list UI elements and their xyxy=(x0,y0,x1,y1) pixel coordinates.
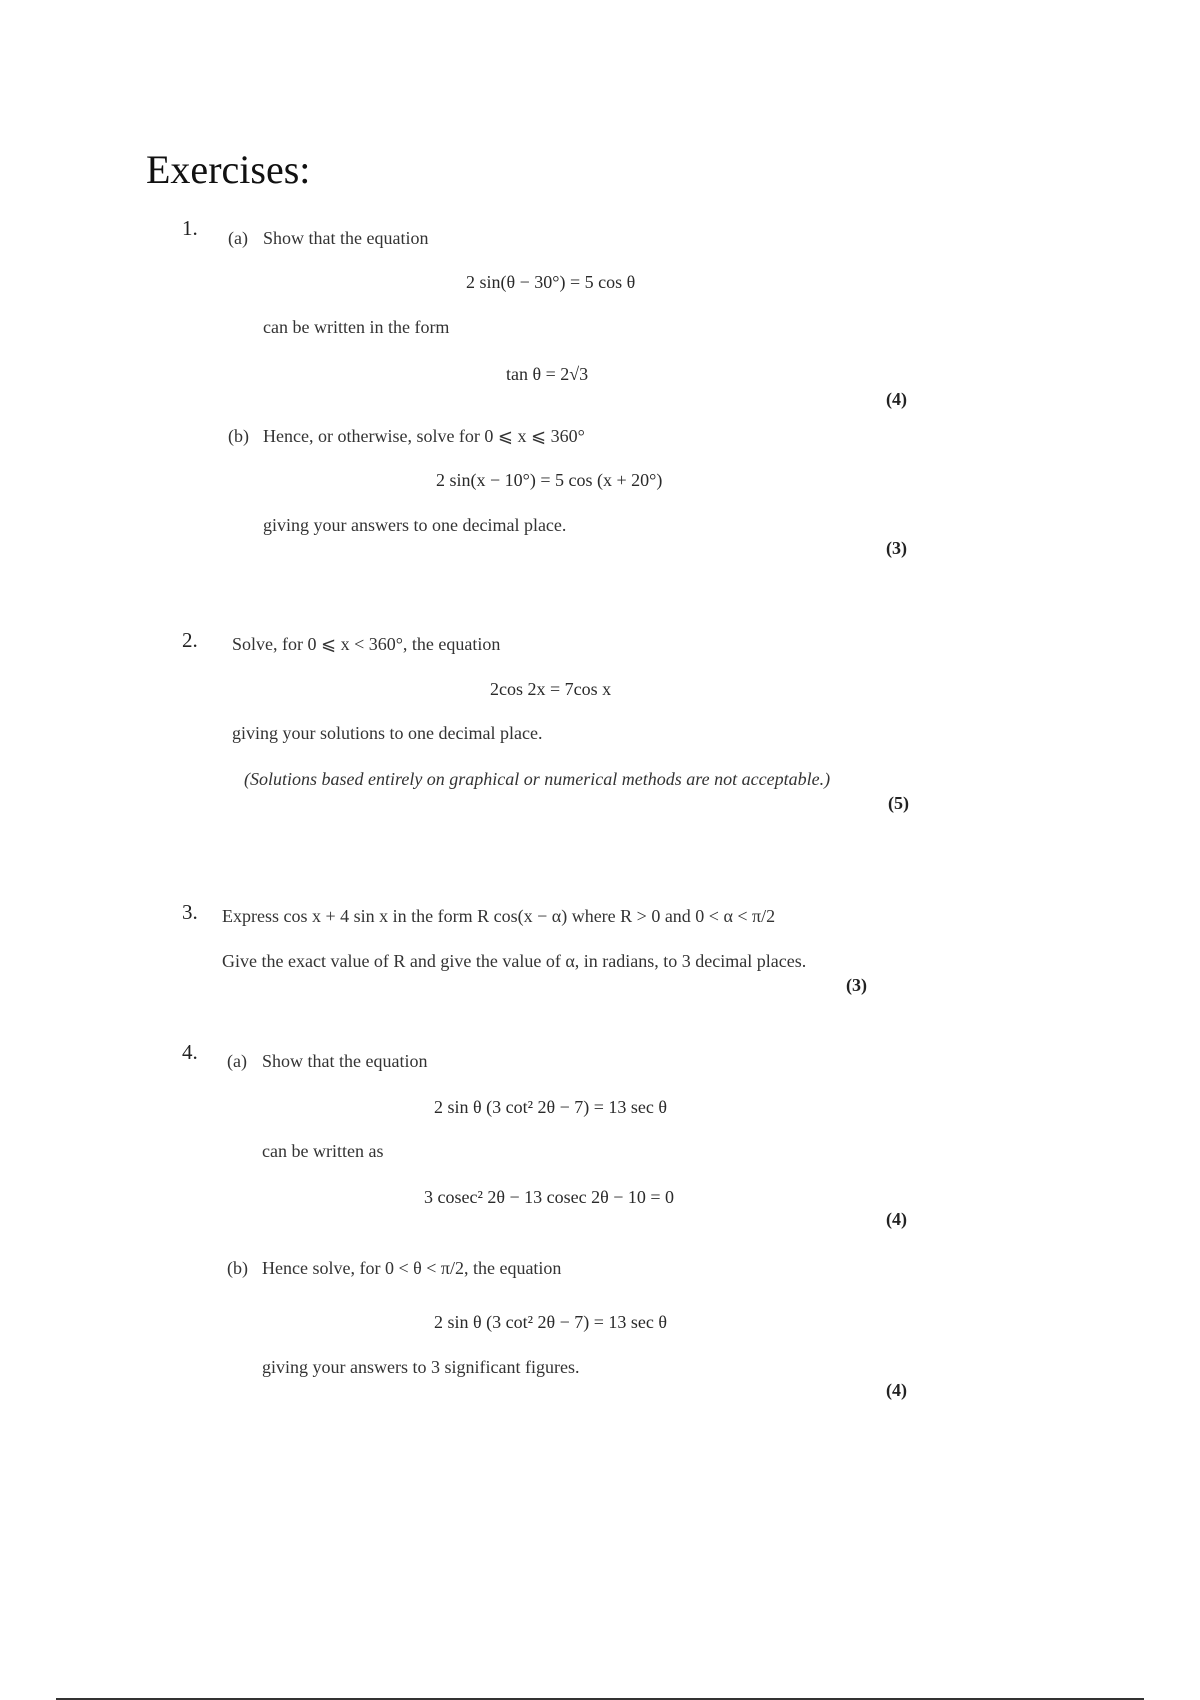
equation: tan θ = 2√3 xyxy=(506,364,589,384)
prompt-text: can be written as xyxy=(262,1141,384,1161)
question-number: 1. xyxy=(182,216,198,240)
part-label: (b) xyxy=(227,1258,248,1278)
note-text: (Solutions based entirely on graphical or numerical methods are not acceptable.) xyxy=(244,769,831,789)
marks: (5) xyxy=(888,793,909,813)
marks: (3) xyxy=(886,538,907,558)
marks: (4) xyxy=(886,1380,907,1400)
equation: 2 sin(x − 10°) = 5 cos (x + 20°) xyxy=(436,470,663,490)
part-label: (a) xyxy=(227,1051,247,1071)
equation: 2cos 2x = 7cos x xyxy=(490,679,612,699)
marks: (3) xyxy=(846,975,867,995)
page-title: Exercises: xyxy=(146,147,311,192)
part-label: (b) xyxy=(228,426,249,446)
prompt-text: giving your answers to 3 significant figures. xyxy=(262,1357,580,1377)
prompt-text: can be written in the form xyxy=(263,317,450,337)
prompt-text: giving your solutions to one decimal place. xyxy=(232,723,543,743)
equation: 3 cosec² 2θ − 13 cosec 2θ − 10 = 0 xyxy=(424,1187,675,1207)
question-number: 3. xyxy=(182,900,198,924)
part-label: (a) xyxy=(228,228,248,248)
prompt-text: Hence, or otherwise, solve for 0 ⩽ x ⩽ 360° xyxy=(263,426,585,446)
question-number: 4. xyxy=(182,1040,198,1064)
equation: 2 sin(θ − 30°) = 5 cos θ xyxy=(466,272,636,292)
marks: (4) xyxy=(886,1209,907,1229)
prompt-text: Hence solve, for 0 < θ < π/2, the equation xyxy=(262,1258,562,1278)
question-number: 2. xyxy=(182,628,198,652)
prompt-text: Express cos x + 4 sin x in the form R cos(x − α) where R > 0 and 0 < α < π/2 xyxy=(222,906,776,926)
prompt-text: Solve, for 0 ⩽ x < 360°, the equation xyxy=(232,634,501,654)
marks: (4) xyxy=(886,389,907,409)
equation: 2 sin θ (3 cot² 2θ − 7) = 13 sec θ xyxy=(434,1097,668,1117)
equation: 2 sin θ (3 cot² 2θ − 7) = 13 sec θ xyxy=(434,1312,668,1332)
prompt-text: giving your answers to one decimal place. xyxy=(263,515,567,535)
prompt-text: Show that the equation xyxy=(262,1051,428,1071)
prompt-text: Show that the equation xyxy=(263,228,429,248)
prompt-text: Give the exact value of R and give the value of α, in radians, to 3 decimal places. xyxy=(222,951,807,971)
